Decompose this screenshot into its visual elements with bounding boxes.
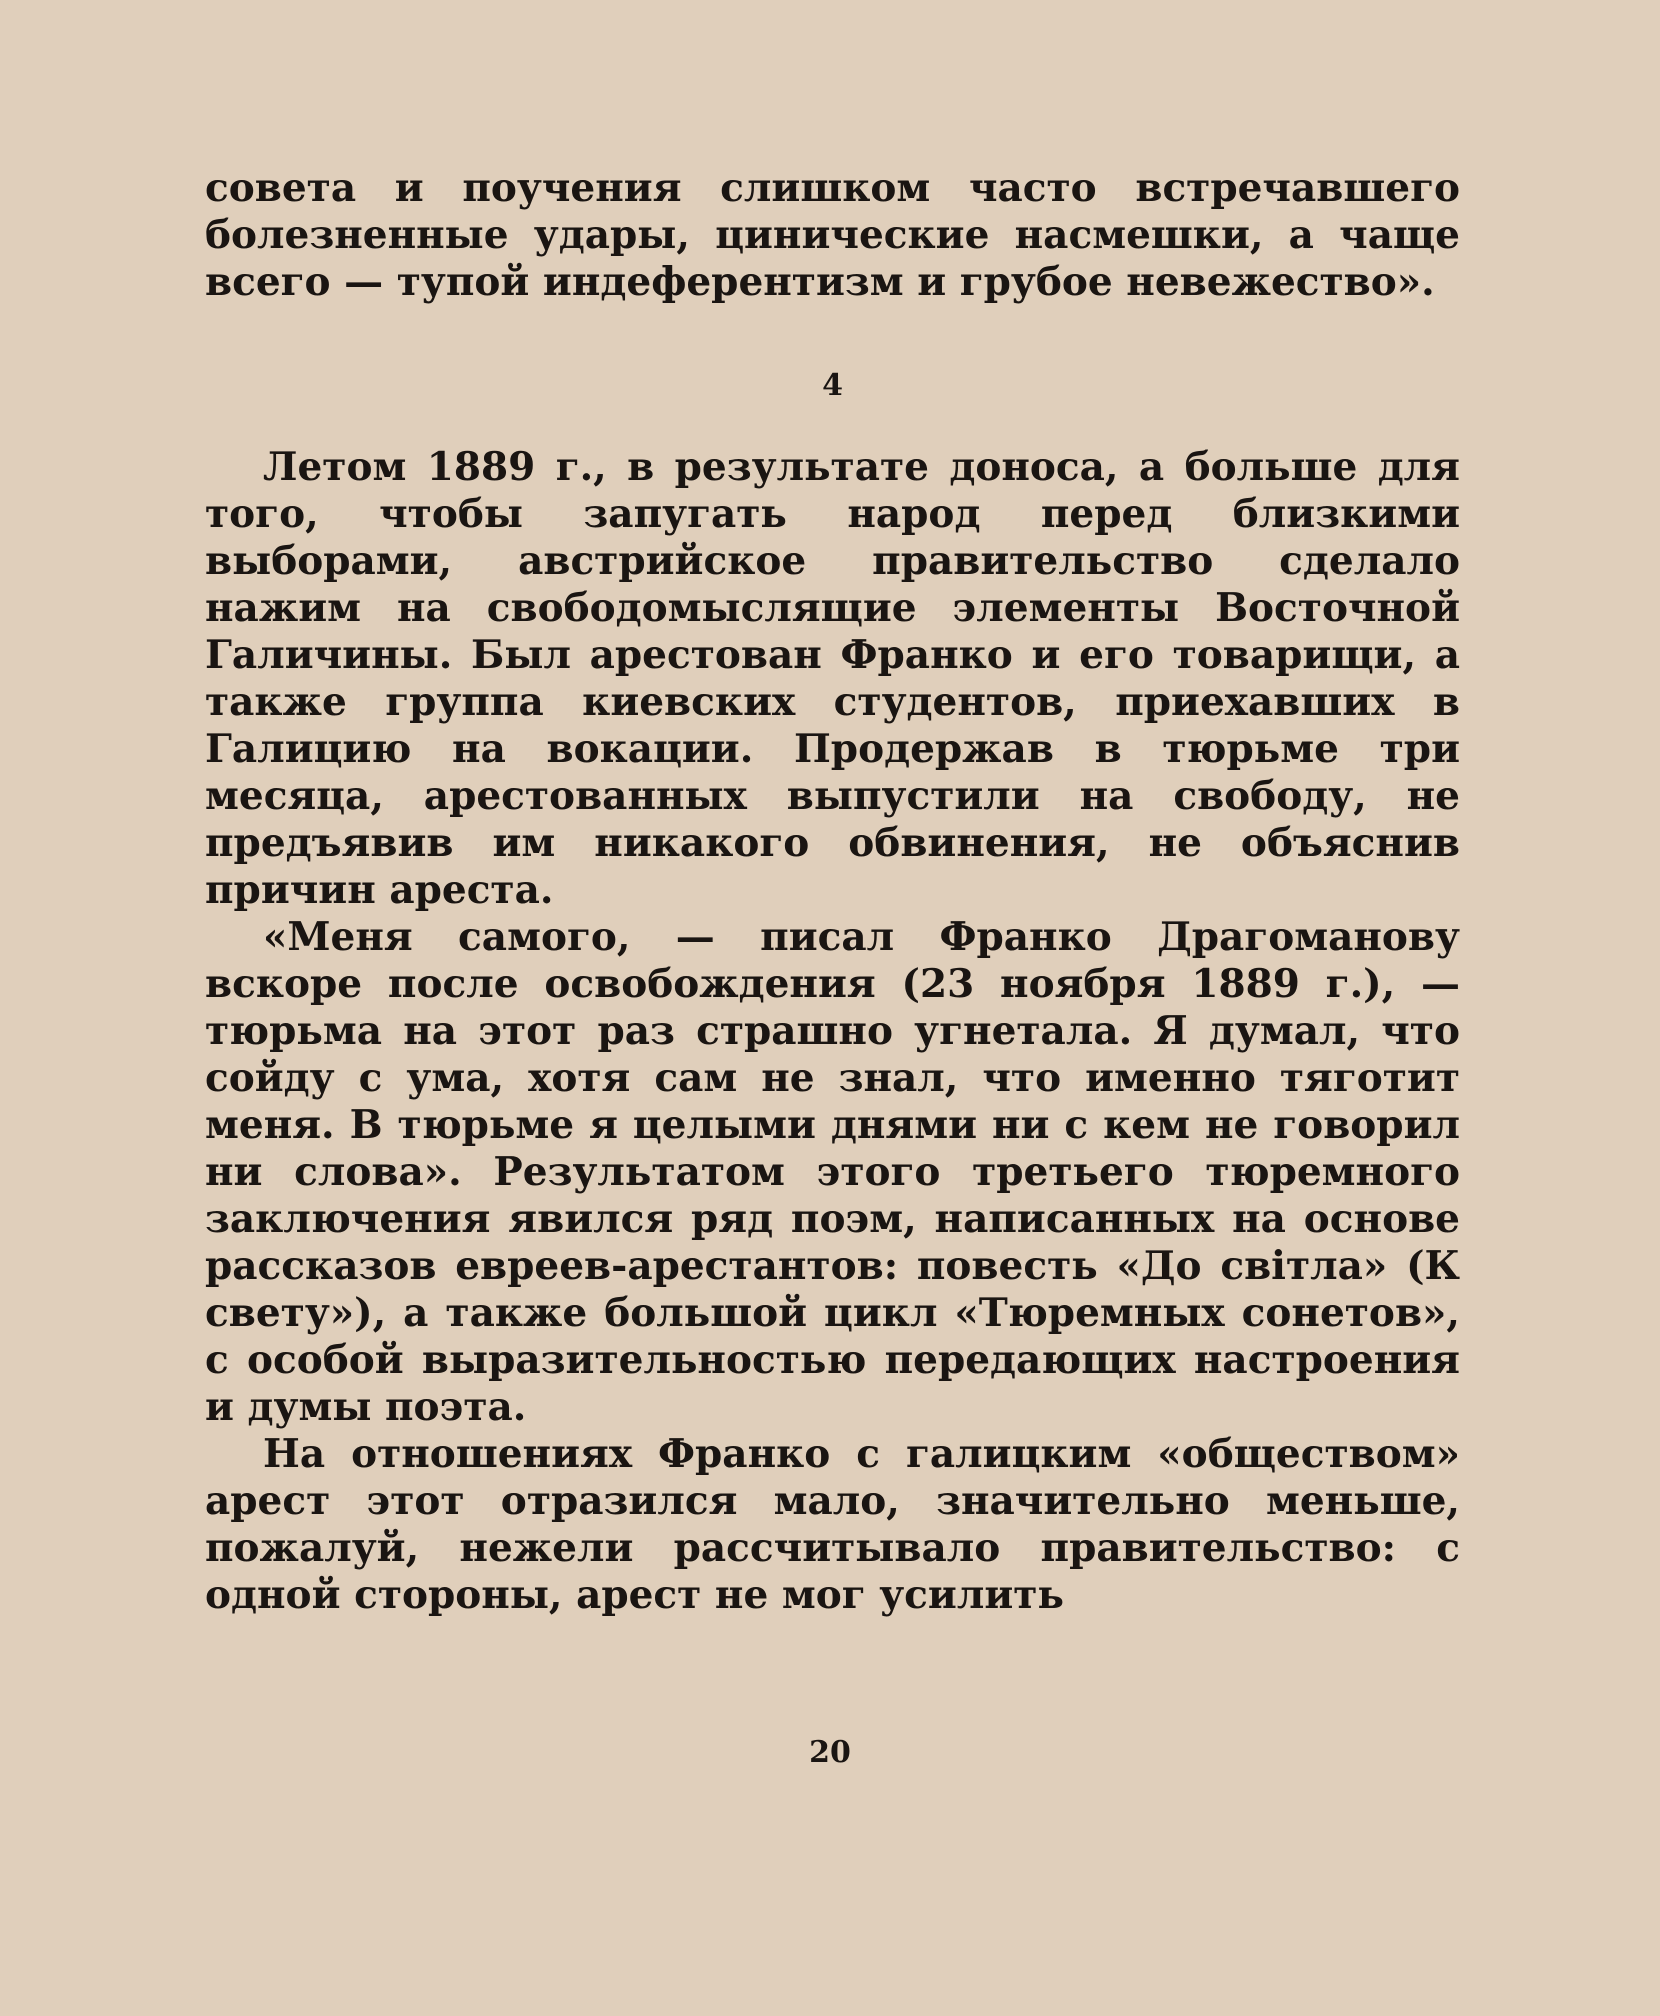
paragraph: Летом 1889 г., в результате доноса, а больше для того, чтобы запугать народ перед близкими выборами, австрийское правительство сделало нажим на свободомыслящие элементы Восточной Галичины. Был арестован Франко и его товарищи, а также группа киевских студентов, приехавших в Галицию на вокации. Продержав в тюрьме три месяца, арестованных выпустили на свободу, не предъявив им никакого обвинения, не объяснив причин ареста. bbox=[205, 444, 1460, 913]
page-body bbox=[205, 165, 1460, 1619]
page-number: 20 bbox=[809, 1735, 851, 1770]
paragraph: «Меня самого, — писал Франко Драгоманову вскоре после освобождения (23 ноября 1889 г.), — тюрьма на этот раз страшно угнетала. Я думал, что сойду с ума, хотя сам не знал, что именно тяготит меня. В тюрьме я целыми днями ни с кем не говорил ни слова». Результатом этого третьего тюремного заключения явился ряд поэм, написанных на основе рассказов евреев-арестантов: повесть «До світла» (К свету»), а также большой цикл «Тюремных сонетов», с особой выразительностью передающих настроения и думы поэта. bbox=[205, 914, 1460, 1430]
paragraph-continued: совета и поучения слишком часто встречавшего болезненные удары, цинические насмешки, а чаще всего — тупой индеферентизм и грубое невежество». bbox=[205, 165, 1460, 305]
paragraph: На отношениях Франко с галицким «обществом» арест этот отразился мало, значительно меньше, пожалуй, нежели рассчитывало правительство: с одной стороны, арест не мог усилить bbox=[205, 1431, 1460, 1618]
section-number: 4 bbox=[822, 368, 843, 403]
